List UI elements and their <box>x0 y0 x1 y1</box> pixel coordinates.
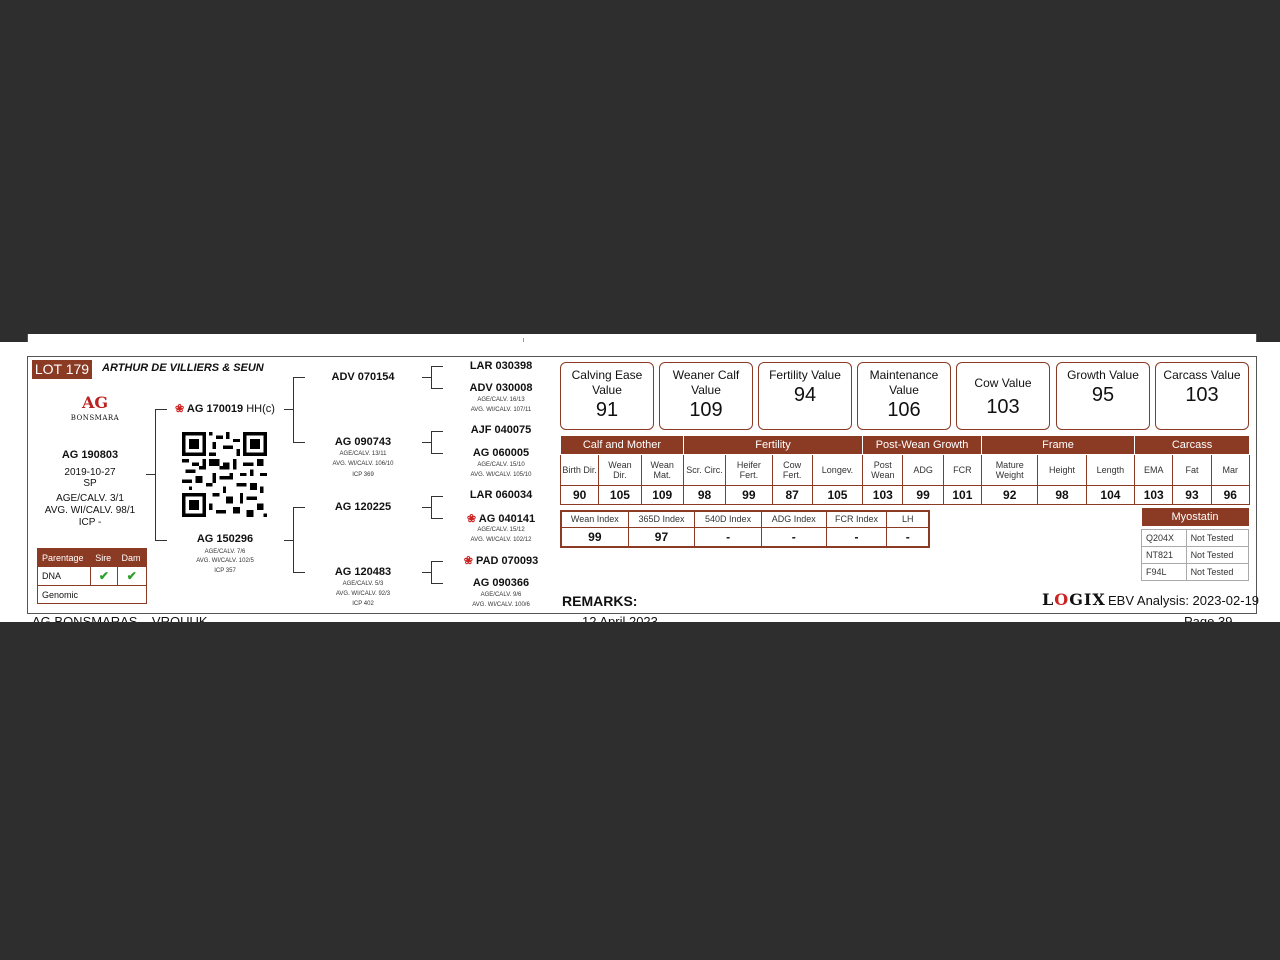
ebv-value: 103 <box>863 486 903 505</box>
pedigree-line <box>431 561 443 562</box>
pedigree-line <box>422 442 431 443</box>
index-table <box>560 510 930 548</box>
pedigree-line <box>155 540 167 541</box>
dsd-age-calv: AGE/CALV. 15/12 <box>477 527 525 533</box>
pedigree-line <box>293 572 305 573</box>
pedigree-line <box>155 409 156 540</box>
ebv-value: 98 <box>1038 486 1086 505</box>
value-number: 94 <box>793 384 817 406</box>
breed-logo-mark: AG <box>81 393 109 412</box>
dam-icp: ICP 357 <box>214 568 236 574</box>
remarks-label: REMARKS: <box>562 593 638 609</box>
index-label: FCR Index <box>826 511 887 527</box>
dd-avg: AVG. WI/CALV. 92/3 <box>335 591 391 597</box>
dsd-avg: AVG. WI/CALV. 102/12 <box>470 537 532 543</box>
ebv-label: Mature Weight <box>982 455 1038 486</box>
pedigree-line <box>431 496 443 497</box>
pedigree-line <box>293 377 294 443</box>
breed-logo <box>70 392 120 436</box>
value-label: Growth Value <box>1067 368 1139 382</box>
myostatin-result: Not Tested <box>1186 530 1248 547</box>
ebv-label: ADG <box>903 455 943 486</box>
ddd-age-calv: AGE/CALV. 9/6 <box>480 592 522 598</box>
ebv-value: 104 <box>1086 486 1134 505</box>
pedigree-line <box>293 507 305 508</box>
pedigree-line <box>284 409 293 410</box>
dsd <box>446 512 556 525</box>
value-label: Weaner Calf Value <box>672 368 740 397</box>
ebv-label: Length <box>1086 455 1134 486</box>
ds-id: AG 120225 <box>334 501 392 513</box>
pedigree-line <box>431 366 443 367</box>
animal-age-calv: AGE/CALV. 3/1 <box>56 493 124 504</box>
myostatin-gene: F94L <box>1142 564 1187 581</box>
dam-id: AG 150296 <box>196 533 254 545</box>
index-value: - <box>695 527 762 547</box>
ebv-label: Height <box>1038 455 1086 486</box>
pedigree-line <box>155 409 167 410</box>
index-label: ADG Index <box>761 511 826 527</box>
elite-marker-icon: ❀ <box>175 403 185 415</box>
pedigree-line <box>431 583 443 584</box>
myostatin-gene: NT821 <box>1142 547 1187 564</box>
value-label: Calving Ease Value <box>571 368 643 397</box>
dd-age-calv: AGE/CALV. 5/3 <box>342 581 384 587</box>
value-box-calving-ease <box>560 362 654 430</box>
ebv-value: 93 <box>1173 486 1211 505</box>
pedigree-line <box>431 431 443 432</box>
ebv-value: 87 <box>772 486 812 505</box>
qr-code[interactable] <box>182 432 267 517</box>
dds <box>446 554 556 567</box>
animal-avg-wi-calv: AVG. WI/CALV. 98/1 <box>44 505 136 516</box>
ebv-group-post-wean-growth: Post-Wean Growth <box>863 436 982 455</box>
value-label: Cow Value <box>974 376 1032 390</box>
index-label: 365D Index <box>628 511 695 527</box>
ebv-analysis-date: EBV Analysis: 2023-02-19 <box>1108 593 1260 608</box>
ebv-value: 103 <box>1135 486 1173 505</box>
dam-dna-check-icon: ✔ <box>126 569 137 583</box>
pedigree-line <box>293 507 294 573</box>
sss-id: LAR 030398 <box>469 360 533 372</box>
value-label: Fertility Value <box>769 368 841 382</box>
sdd-age-calv: AGE/CALV. 15/10 <box>477 462 525 468</box>
myostatin-gene: Q204X <box>1142 530 1187 547</box>
sdd-id: AG 060005 <box>472 447 530 459</box>
ebv-group-calf-and-mother: Calf and Mother <box>561 436 684 455</box>
value-number: 91 <box>595 399 619 421</box>
pedigree-line <box>431 518 443 519</box>
animal-id: AG 190803 <box>61 449 119 461</box>
ebv-label: Scr. Circ. <box>683 455 725 486</box>
ssd-id: ADV 030008 <box>469 382 533 394</box>
pedigree-line <box>431 453 443 454</box>
ebv-value: 90 <box>561 486 599 505</box>
pedigree-line <box>431 496 432 518</box>
ebv-group-frame: Frame <box>982 436 1135 455</box>
sd-icp: ICP 369 <box>352 472 374 478</box>
ddd-id: AG 090366 <box>472 577 530 589</box>
sire-dna-check-icon: ✔ <box>98 569 109 583</box>
pedigree-line <box>284 540 293 541</box>
value-number: 106 <box>887 399 921 421</box>
index-value: 99 <box>561 527 628 547</box>
backdrop <box>0 622 1280 960</box>
ebv-label: Post Wean <box>863 455 903 486</box>
dam-header: Dam <box>117 549 147 567</box>
genomic-label: Genomic <box>38 586 147 604</box>
parentage-header: Parentage <box>38 549 91 567</box>
elite-marker-icon: ❀ <box>466 513 477 525</box>
ebv-label: Wean Mat. <box>641 455 683 486</box>
ssd-age-calv: AGE/CALV. 16/13 <box>477 397 525 403</box>
myostatin-result: Not Tested <box>1186 547 1248 564</box>
ebv-label: EMA <box>1135 455 1173 486</box>
dsd-id: AG 040141 <box>478 513 536 525</box>
logix-logo: LOGIX <box>1042 590 1106 609</box>
value-box-weaner-calf <box>659 362 753 430</box>
pedigree-line <box>293 442 305 443</box>
dd-icp: ICP 402 <box>352 601 374 607</box>
value-number: 103 <box>1185 384 1219 406</box>
value-box-growth <box>1056 362 1150 430</box>
owner-name: ARTHUR DE VILLIERS & SEUN <box>102 362 264 374</box>
dss-id: LAR 060034 <box>469 489 533 501</box>
lot-number-badge: LOT 179 <box>32 360 92 379</box>
index-value: - <box>887 527 929 547</box>
value-label: Carcass Value <box>1163 368 1241 382</box>
pedigree-line <box>293 377 305 378</box>
ebv-label: Fat <box>1173 455 1211 486</box>
index-label: Wean Index <box>561 511 628 527</box>
sds-id: AJF 040075 <box>470 424 532 436</box>
ebv-label: Heifer Fert. <box>726 455 772 486</box>
pedigree-line <box>422 507 431 508</box>
pedigree-line <box>431 366 432 388</box>
sd-avg: AVG. WI/CALV. 106/10 <box>332 461 394 467</box>
dam-avg: AVG. WI/CALV. 102/5 <box>196 558 254 564</box>
index-label: 540D Index <box>695 511 762 527</box>
parentage-table <box>37 548 147 604</box>
animal-birth-date: 2019-10-27 <box>64 467 116 478</box>
value-number: 103 <box>986 396 1020 418</box>
dds-id: PAD 070093 <box>476 555 539 567</box>
ebv-value: 96 <box>1211 486 1249 505</box>
breed-logo-word: BONSMARA <box>70 414 120 422</box>
pedigree-line <box>422 572 431 573</box>
dam-age-calv: AGE/CALV. 7/6 <box>204 549 246 555</box>
sire-id: AG 170019 <box>186 403 244 415</box>
index-value: - <box>826 527 887 547</box>
ebv-value: 105 <box>599 486 641 505</box>
ebv-group-fertility: Fertility <box>683 436 862 455</box>
ssd-avg: AVG. WI/CALV. 107/11 <box>470 407 532 413</box>
sire <box>170 402 280 415</box>
value-box-carcass <box>1155 362 1249 430</box>
ebv-label: Cow Fert. <box>772 455 812 486</box>
sire-suffix: HH(c) <box>246 403 275 415</box>
ddd-avg: AVG. WI/CALV. 100/6 <box>472 602 530 608</box>
ss-id: ADV 070154 <box>331 371 395 383</box>
sire-header: Sire <box>91 549 117 567</box>
index-value: 97 <box>628 527 695 547</box>
ebv-value: 109 <box>641 486 683 505</box>
dna-label: DNA <box>38 567 91 586</box>
pedigree-line <box>422 377 431 378</box>
ebv-value: 92 <box>982 486 1038 505</box>
ebv-label: Mar <box>1211 455 1249 486</box>
ebv-value: 101 <box>943 486 981 505</box>
sd-age-calv: AGE/CALV. 13/11 <box>339 451 387 457</box>
ebv-table <box>560 435 1250 505</box>
ebv-value: 99 <box>726 486 772 505</box>
myostatin-table <box>1141 508 1249 581</box>
ebv-value: 105 <box>812 486 862 505</box>
pedigree-line <box>431 388 443 389</box>
sdd-avg: AVG. WI/CALV. 105/10 <box>470 472 532 478</box>
sd-id: AG 090743 <box>334 436 392 448</box>
ebv-value: 99 <box>903 486 943 505</box>
pedigree-line <box>431 561 432 583</box>
value-box-fertility <box>758 362 852 430</box>
ebv-label: Birth Dir. <box>561 455 599 486</box>
value-box-maintenance <box>857 362 951 430</box>
ebv-label: Longev. <box>812 455 862 486</box>
myostatin-result: Not Tested <box>1186 564 1248 581</box>
ebv-value: 98 <box>683 486 725 505</box>
dd-id: AG 120483 <box>334 566 392 578</box>
ebv-label: FCR <box>943 455 981 486</box>
value-label: Maintenance Value <box>869 368 939 397</box>
animal-icp: ICP - <box>78 517 102 528</box>
pedigree-line <box>431 431 432 453</box>
animal-status: SP <box>83 478 97 489</box>
value-number: 95 <box>1091 384 1115 406</box>
index-label: LH <box>887 511 929 527</box>
myostatin-title: Myostatin <box>1142 508 1249 526</box>
elite-marker-icon: ❀ <box>463 555 473 567</box>
value-box-cow <box>956 362 1050 430</box>
pedigree-line <box>146 474 155 475</box>
index-value: - <box>761 527 826 547</box>
value-number: 109 <box>689 399 723 421</box>
ebv-group-carcass: Carcass <box>1135 436 1250 455</box>
ebv-label: Wean Dir. <box>599 455 641 486</box>
